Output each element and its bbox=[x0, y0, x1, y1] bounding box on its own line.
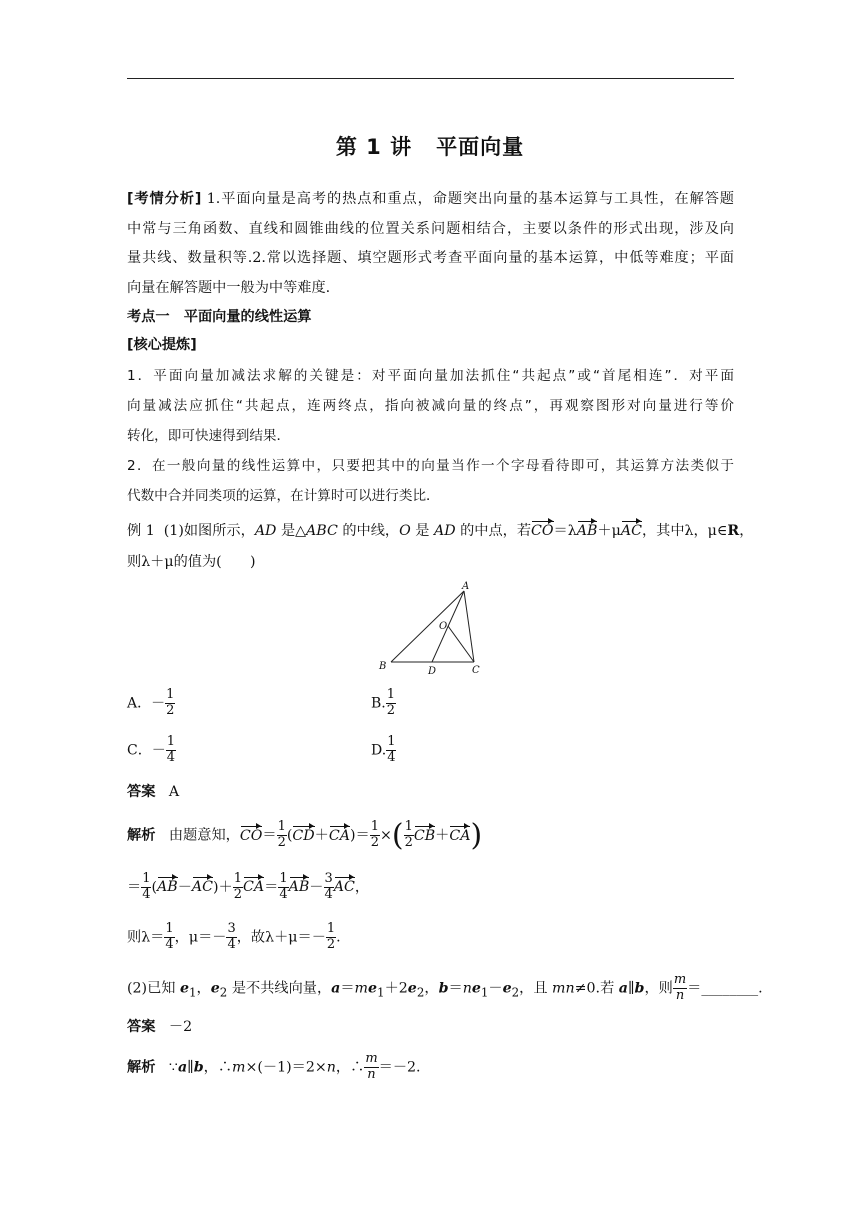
core-line-1: 1．平面向量加减法求解的关键是：对平面向量加法抓住“共起点”或“首尾相连”．对平面 bbox=[127, 368, 734, 384]
answer-2 bbox=[127, 1016, 737, 1036]
label-A: A bbox=[462, 581, 470, 592]
option-A-label: A．－ bbox=[127, 695, 166, 712]
analysis-label: [考情分析] bbox=[127, 191, 202, 207]
example-label: 例 1 bbox=[127, 523, 155, 539]
solution-text: ，∴ bbox=[203, 1059, 233, 1076]
analysis-text-1: 1.平面向量是高考的热点和重点，命题突出向量的基本运算与工具性，在解答题 bbox=[206, 191, 734, 207]
solution-text: 则λ＝ bbox=[127, 929, 165, 946]
option-A[interactable] bbox=[127, 688, 175, 719]
option-D-label: D. bbox=[371, 742, 387, 759]
ex2-text: ，且 bbox=[519, 980, 553, 997]
ex2-text: (2)已知 bbox=[127, 980, 180, 997]
option-C[interactable] bbox=[127, 735, 176, 766]
title-lecture-number: 第 1 讲 bbox=[335, 135, 413, 159]
triangle-figure bbox=[370, 578, 500, 678]
solution-text: ×(－1)＝2× bbox=[245, 1059, 327, 1076]
ex1-text: 的中线， bbox=[337, 523, 400, 539]
answer-label: 答案 bbox=[127, 784, 156, 800]
answer-1 bbox=[127, 781, 737, 801]
label-B: B bbox=[379, 661, 387, 672]
ex1-var: AD bbox=[433, 523, 456, 539]
solution-text: ，∴ bbox=[335, 1059, 365, 1076]
ex2-text: ≠0.若 bbox=[574, 980, 619, 997]
ex1-text: 是 bbox=[410, 523, 434, 539]
fraction: $\frac{1}{2}$ bbox=[166, 687, 175, 718]
answer-blank[interactable]: ＝________. bbox=[687, 980, 763, 997]
analysis-line-3: 量共线、数量积等.2.常以选择题、填空题形式考查平面向量的基本运算，中低等难度；平面 bbox=[127, 250, 734, 266]
label-C: C bbox=[472, 665, 480, 676]
core-label: [核心提炼] bbox=[127, 337, 197, 353]
option-C-label: C．－ bbox=[127, 742, 166, 759]
fraction: $\frac{1}{2}$ bbox=[386, 687, 396, 718]
core-line-2: 向量减法应抓住“共起点，连两终点，指向被减向量的终点”，再观察图形对向量进行等价 bbox=[127, 398, 734, 414]
analysis-line-1 bbox=[127, 188, 734, 208]
option-D[interactable] bbox=[371, 735, 396, 766]
fraction: $\frac{1}{4}$ bbox=[387, 734, 396, 765]
page-title bbox=[0, 131, 860, 161]
solution-1-line-2: ＝ $\frac{1}{4}$ (AB－AC)＋ $\frac{1}{2}$ CA＝ $\frac{1}{4}$ AB－ $\frac{3}{4}$ AC， bbox=[127, 871, 370, 902]
ex1-text: (1)如图所示， bbox=[163, 523, 255, 539]
solution-text: 由题意知， bbox=[168, 827, 240, 844]
answer-1-value: A bbox=[168, 784, 180, 800]
ex1-text: 是△ bbox=[276, 523, 307, 539]
core-line-5: 代数中合并同类项的运算，在计算时可以进行类比． bbox=[127, 488, 440, 504]
option-B[interactable] bbox=[371, 688, 396, 719]
fraction: $\frac{1}{4}$ bbox=[166, 734, 175, 765]
analysis-line-2: 中常与三角函数、直线和圆锥曲线的位置关系问题相结合，主要以条件的形式出现，涉及向 bbox=[127, 221, 734, 237]
ex2-text: ，则 bbox=[644, 980, 673, 997]
solution-text: ＝－2. bbox=[378, 1059, 421, 1076]
solution-var: m bbox=[232, 1059, 246, 1076]
option-B-label: B. bbox=[371, 695, 386, 712]
side-AC bbox=[464, 591, 474, 662]
ex1-var: O bbox=[399, 523, 411, 539]
solution-text: ∵ bbox=[168, 1059, 178, 1076]
ex1-text: 的中点，若 bbox=[455, 523, 532, 539]
section-title: 考点一 平面向量的线性运算 bbox=[127, 309, 312, 325]
vector-AC: AC bbox=[620, 523, 642, 539]
answer-label: 答案 bbox=[127, 1019, 156, 1035]
core-line-3: 转化，即可快速得到结果． bbox=[127, 428, 291, 444]
title-topic: 平面向量 bbox=[436, 135, 525, 159]
analysis-line-4: 向量在解答题中一般为中等难度. bbox=[127, 280, 331, 296]
answer-2-value: －2 bbox=[168, 1019, 193, 1035]
example1-part2: (2)已知 $e_1$，$e_2$ 是不共线向量，$a=me_1+2e_2$，$b=ne_1-e_2$，且 mn≠0.若 a∥b，则 $\frac{m}{n}$ ＝________. bbox=[127, 972, 763, 1003]
solution-1-line-1: 解析 由题意知，CO＝ $\frac{1}{2}$ (CD＋CA)＝ $\frac{1}{2}$ ×( $\frac{1}{2}$ CB＋CA) bbox=[127, 818, 483, 853]
solution-label: 解析 bbox=[127, 827, 156, 844]
side-BA bbox=[391, 591, 464, 662]
solution-text: ，故λ＋μ＝－ bbox=[236, 929, 326, 946]
core-line-4: 2．在一般向量的线性运算中，只要把其中的向量当作一个字母看待即可，其运算方法类似于 bbox=[127, 458, 734, 474]
example1-line-2: 则λ＋μ的值为( ) bbox=[127, 554, 256, 570]
solution-1-line-3: 则λ＝ $\frac{1}{4}$ ，μ＝－ $\frac{3}{4}$ ，故λ＋μ＝－ $\frac{1}{2}$ . bbox=[127, 921, 341, 952]
example1-line-1: 例 1 (1)如图所示，AD 是△ABC 的中线，O 是 AD 的中点，若CO＝λAB＋μAC，其中λ，μ∈R， bbox=[127, 523, 754, 539]
header-rule bbox=[127, 78, 734, 79]
vector-AB: AB bbox=[576, 523, 598, 539]
solution-label: 解析 bbox=[127, 1059, 156, 1076]
solution-var: n bbox=[326, 1059, 336, 1076]
label-O: O bbox=[439, 621, 448, 632]
vector-CO: CO bbox=[531, 523, 554, 539]
solution-2: 解析 ∵a∥b，∴m×(－1)＝2×n，∴ $\frac{m}{n}$ ＝－2. bbox=[127, 1051, 421, 1082]
ex2-var: mn bbox=[552, 980, 575, 997]
solution-text: ，μ＝－ bbox=[174, 929, 227, 946]
ex2-text: 是不共线向量， bbox=[227, 980, 332, 997]
ex1-var: AD bbox=[254, 523, 277, 539]
label-D: D bbox=[428, 666, 437, 677]
ex1-var: ABC bbox=[306, 523, 338, 539]
